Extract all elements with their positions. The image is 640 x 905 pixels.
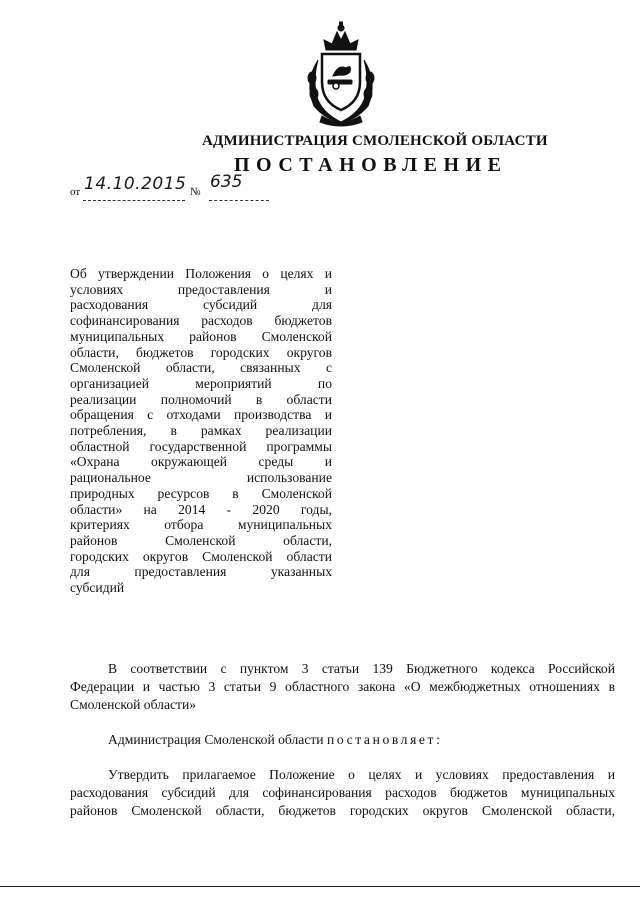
paragraph-line: районов Смоленской области, бюджетов городских округов Смоленской области,	[70, 803, 615, 818]
subject-line: природных ресурсов в Смоленской	[70, 485, 332, 501]
handwritten-date: 14.10.2015	[84, 174, 187, 194]
subject-line: для предоставления указанных	[70, 564, 332, 580]
organization-title: АДМИНИСТРАЦИЯ СМОЛЕНСКОЙ ОБЛАСТИ	[202, 133, 548, 149]
page-bottom-rule	[0, 886, 640, 887]
preamble-paragraph	[70, 660, 615, 714]
resolution-verb: постановляет:	[326, 732, 443, 747]
paragraph-line: Федерации и частью 3 статьи 9 областного закона «О межбюджетных отношениях в	[70, 679, 615, 694]
subject-line: потребления, в рамках реализации	[70, 423, 332, 439]
coat-of-arms-icon	[300, 20, 382, 128]
subject-line: условиях предоставления и	[70, 281, 332, 297]
subject-line: субсидий	[70, 580, 125, 596]
number-label: №	[190, 186, 201, 198]
subject-line: области» на 2014 - 2020 годы,	[70, 501, 332, 517]
document-subject	[70, 266, 332, 596]
document-type: ПОСТАНОВЛЕНИЕ	[234, 154, 508, 176]
subject-line: реализации полномочий в области	[70, 391, 332, 407]
resolution-subject: Администрация Смоленской области	[108, 732, 324, 747]
paragraph-line: Смоленской области»	[70, 697, 197, 712]
subject-line: районов Смоленской области,	[70, 532, 332, 548]
resolution-statement	[108, 731, 628, 749]
subject-line: городских округов Смоленской области	[70, 548, 332, 564]
date-number-line	[70, 172, 310, 202]
date-underline	[83, 200, 185, 201]
subject-line: расходования субсидий для	[70, 297, 332, 313]
paragraph-line: Утвердить прилагаемое Положение о целях и условиях предоставления и	[108, 767, 615, 782]
handwritten-number: 635	[210, 172, 243, 192]
subject-line: «Охрана окружающей среды и	[70, 454, 332, 470]
subject-line: обращения с отходами производства и	[70, 407, 332, 423]
paragraph-line: В соответствии с пунктом 3 статьи 139 Бюджетного кодекса Российской	[108, 661, 615, 676]
subject-line: областной государственной программы	[70, 438, 332, 454]
number-underline	[209, 200, 269, 201]
paragraph-line: расходования субсидий для софинансирования расходов бюджетов муниципальных	[70, 785, 615, 800]
subject-line: критериях отбора муниципальных	[70, 517, 332, 533]
subject-line: области, бюджетов городских округов	[70, 344, 332, 360]
subject-line: муниципальных районов Смоленской	[70, 328, 332, 344]
subject-line: рациональное использование	[70, 470, 332, 486]
date-label: от	[70, 186, 81, 198]
subject-line: организацией мероприятий по	[70, 375, 332, 391]
subject-line: Смоленской области, связанных с	[70, 360, 332, 376]
subject-line: Об утверждении Положения о целях и	[70, 266, 332, 281]
decision-paragraph	[70, 766, 615, 820]
subject-line: софинансирования расходов бюджетов	[70, 313, 332, 329]
